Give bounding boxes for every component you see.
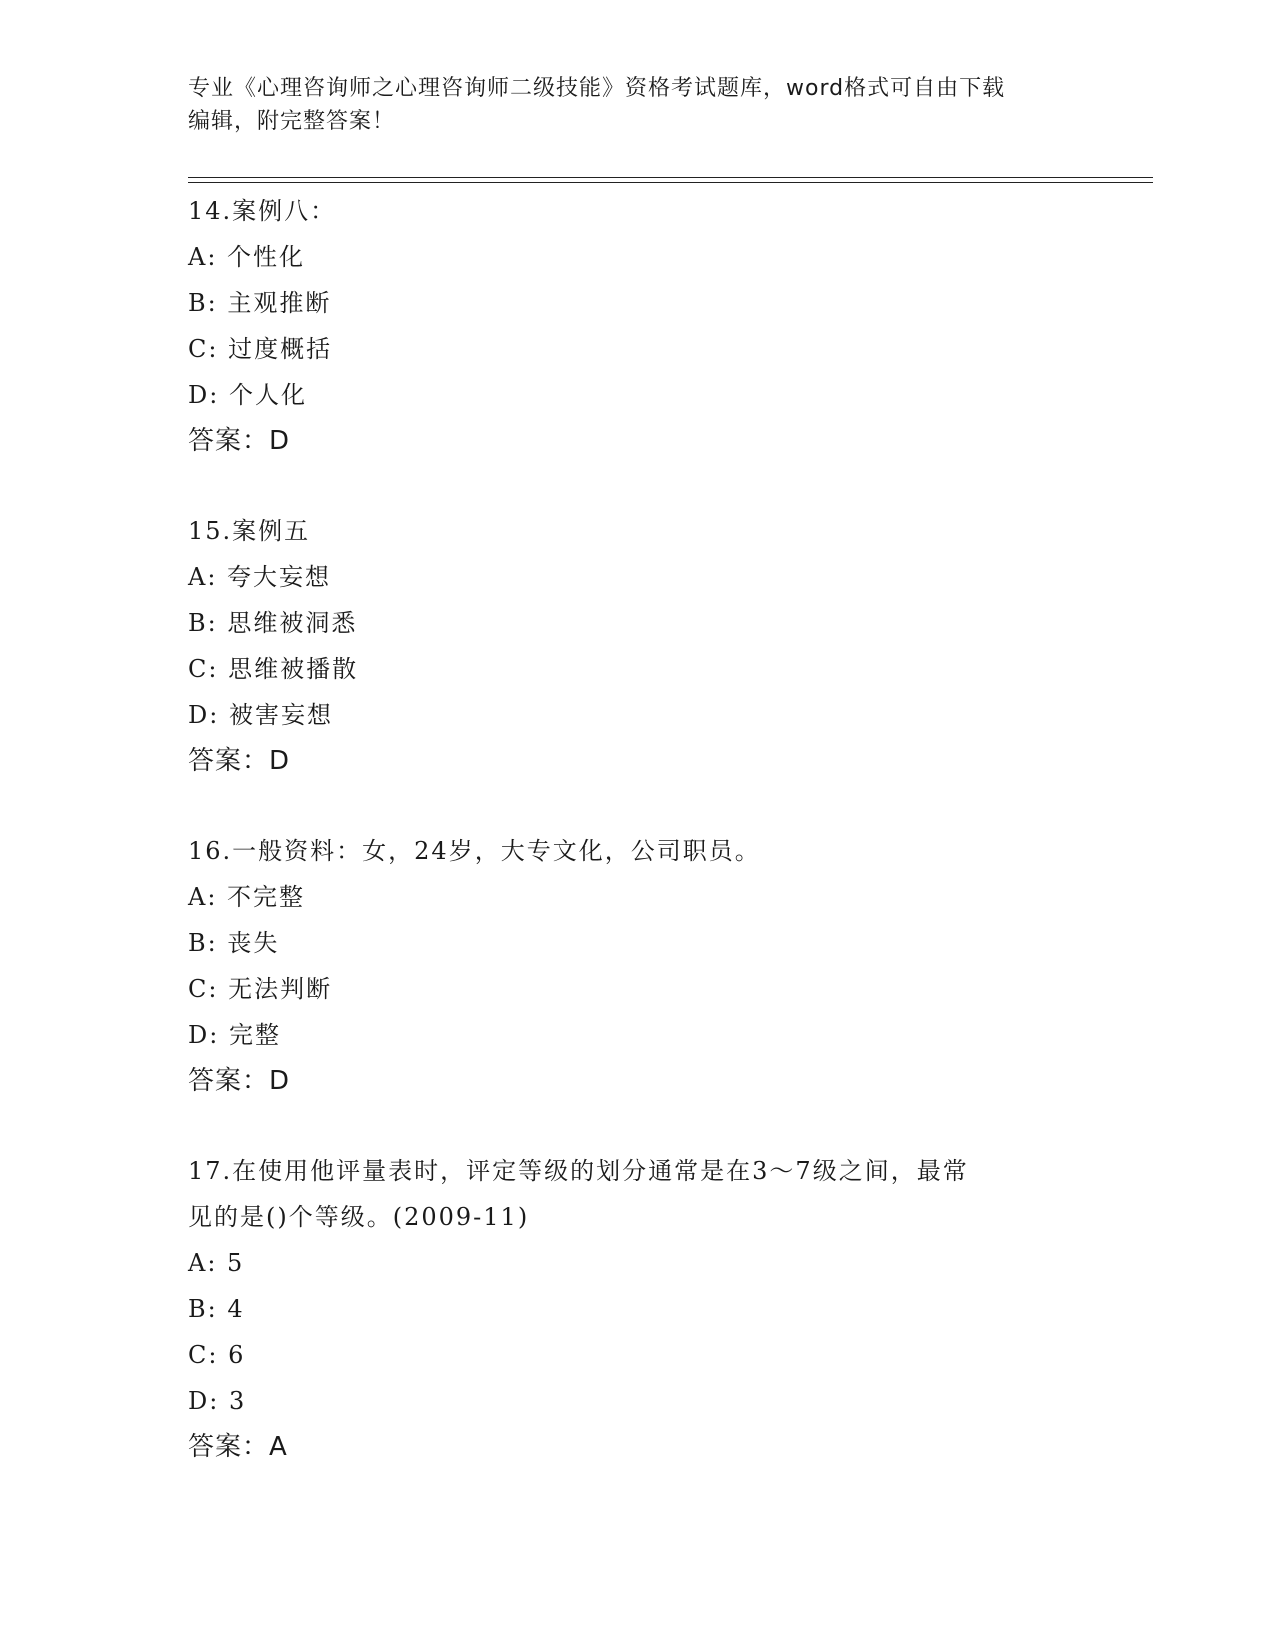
option-c: C: 过度概括 (188, 335, 333, 363)
option-d: D: 个人化 (188, 381, 307, 409)
option-c: C: 无法判断 (188, 975, 333, 1003)
option-c: C: 思维被播散 (188, 655, 359, 683)
answer-line: 答案：D (188, 1066, 291, 1096)
question-stem-line-1: 17.在使用他评量表时，评定等级的划分通常是在3～7级之间，最常 (188, 1157, 969, 1185)
option-d: D: 完整 (188, 1021, 281, 1049)
question-stem: 15.案例五 (188, 517, 311, 545)
document-header (188, 72, 1068, 138)
answer-line: 答案：D (188, 746, 291, 776)
question-15 (188, 508, 1068, 784)
question-14 (188, 188, 1068, 464)
option-d: D: 被害妄想 (188, 701, 333, 729)
option-a: A: 5 (188, 1249, 245, 1277)
header-divider-bottom (188, 182, 1153, 183)
option-b: B: 思维被洞悉 (188, 609, 358, 637)
question-stem-line-2: 见的是()个等级。(2009-11) (188, 1203, 530, 1231)
option-b: B: 4 (188, 1295, 245, 1323)
option-d: D: 3 (188, 1387, 247, 1415)
question-stem: 16.一般资料：女，24岁，大专文化，公司职员。 (188, 837, 761, 865)
header-line-1: 专业《心理咨询师之心理咨询师二级技能》资格考试题库，word格式可自由下载 (188, 76, 1006, 101)
question-17 (188, 1148, 1068, 1470)
answer-line: 答案：D (188, 426, 291, 456)
question-16 (188, 828, 1068, 1104)
option-c: C: 6 (188, 1341, 246, 1369)
option-b: B: 丧失 (188, 929, 280, 957)
option-b: B: 主观推断 (188, 289, 332, 317)
header-divider-top (188, 177, 1153, 178)
option-a: A: 个性化 (188, 243, 306, 271)
option-a: A: 夸大妄想 (188, 563, 332, 591)
header-line-2: 编辑，附完整答案！ (188, 109, 396, 134)
answer-line: 答案：A (188, 1432, 288, 1462)
question-stem: 14.案例八： (188, 197, 337, 225)
option-a: A: 不完整 (188, 883, 306, 911)
